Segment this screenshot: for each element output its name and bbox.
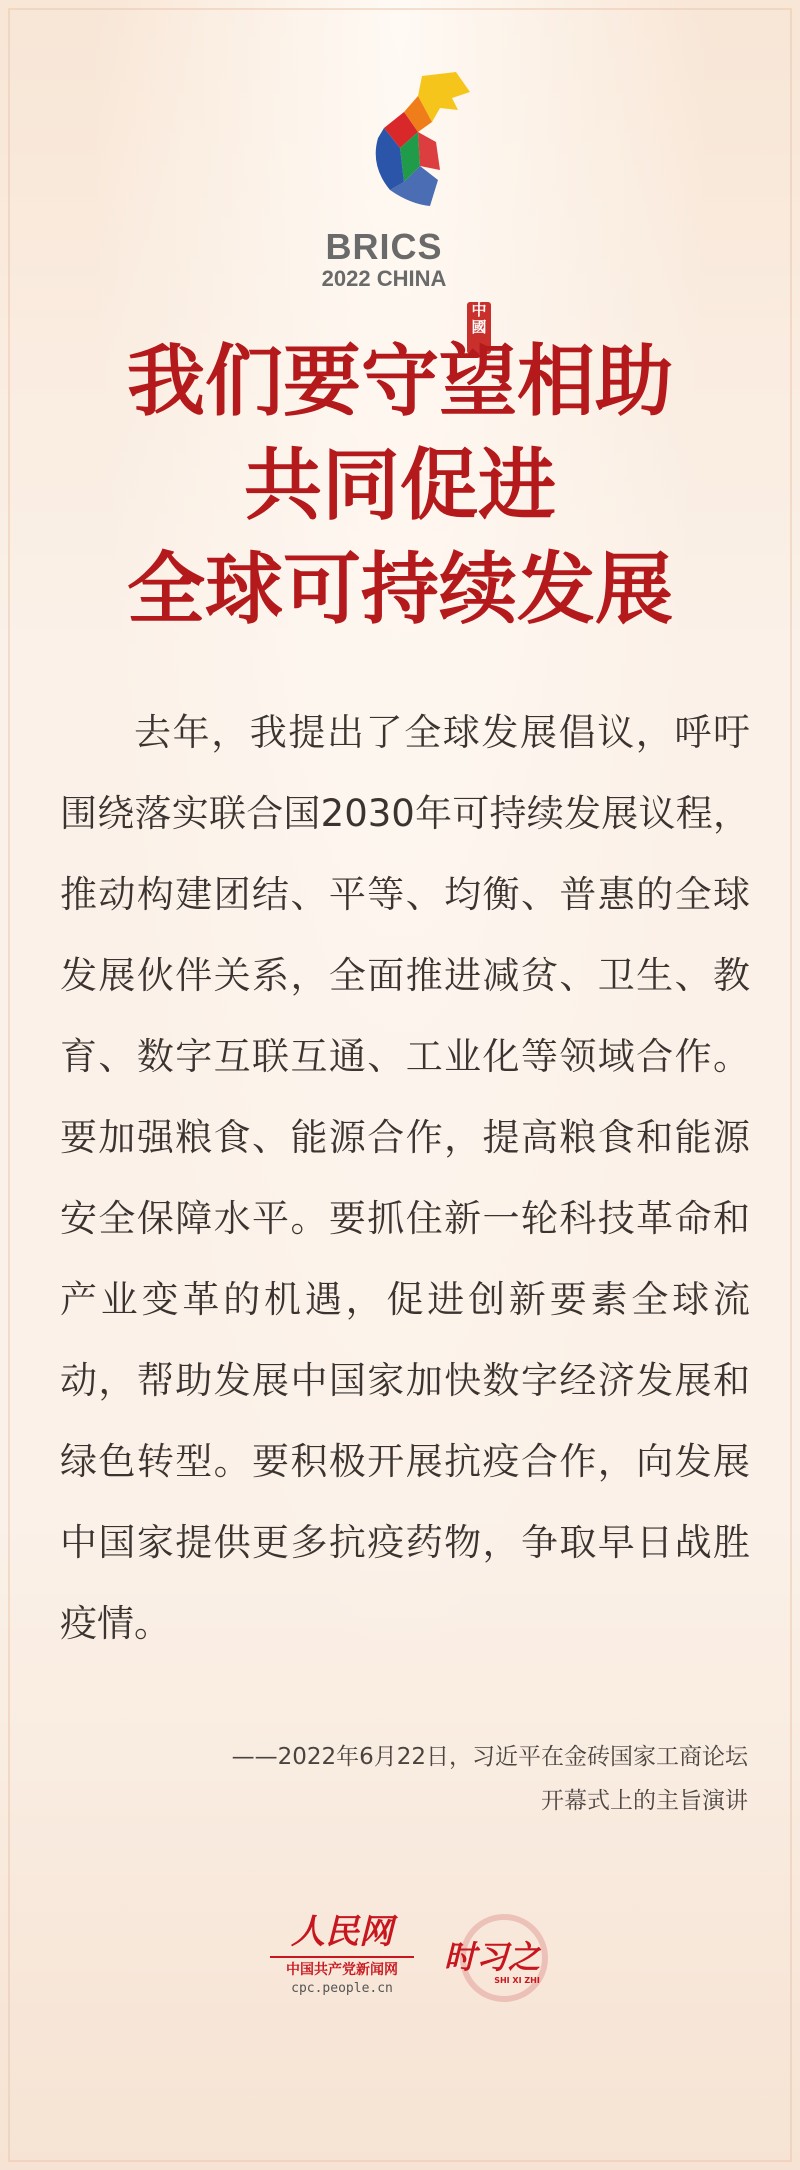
people-daily-logo: [262, 1910, 422, 2010]
brics-wordmark: BRICS: [325, 226, 443, 267]
quote-paragraph: 去年，我提出了全球发展倡议，呼吁围绕落实联合国2030年可持续发展议程，推动构建团结、平等、均衡、普惠的全球发展伙伴关系，全面推进减贫、卫生、教育、数字互联互通、工业化等领域合作。要加强粮食、能源合作，提高粮食和能源安全保障水平。要抓住新一轮科技革命和产业变革的机遇，促进创新要素全球流动，帮助发展中国家加快数字经济发展和绿色转型。要积极开展抗疫合作，向发展中国家提供更多抗疫药物，争取早日战胜疫情。: [60, 711, 750, 1645]
source-line-1: ——2022年6月22日，习近平在金砖国家工商论坛: [231, 1744, 748, 1770]
headline: [0, 330, 800, 642]
brics-logo: [0, 70, 800, 336]
footer-logos: [0, 1910, 800, 2020]
cpc-news-label: 中国共产党新闻网: [286, 1962, 398, 1978]
logo-divider: [270, 1956, 414, 1958]
people-daily-wordmark: 人民网: [291, 1912, 393, 1952]
headline-line-2: 共同促进: [243, 441, 556, 531]
brics-year-country: 2022 CHINA: [321, 266, 447, 291]
headline-line-3: 全球可持续发展: [126, 545, 673, 635]
brics-emblem-icon: [360, 70, 480, 220]
source-line-2: 开幕式上的主旨演讲: [541, 1788, 748, 1814]
headline-line-1: 我们要守望相助: [126, 337, 673, 427]
china-seal: 中國: [467, 302, 491, 354]
shixizhi-logo: [432, 1910, 552, 2010]
quote-source: [48, 1735, 748, 1823]
cpc-url: cpc.people.cn: [291, 1981, 393, 1996]
shixizhi-pinyin: SHI XI ZHI: [494, 1976, 540, 1985]
shixizhi-wordmark: 时习之: [443, 1938, 540, 1976]
